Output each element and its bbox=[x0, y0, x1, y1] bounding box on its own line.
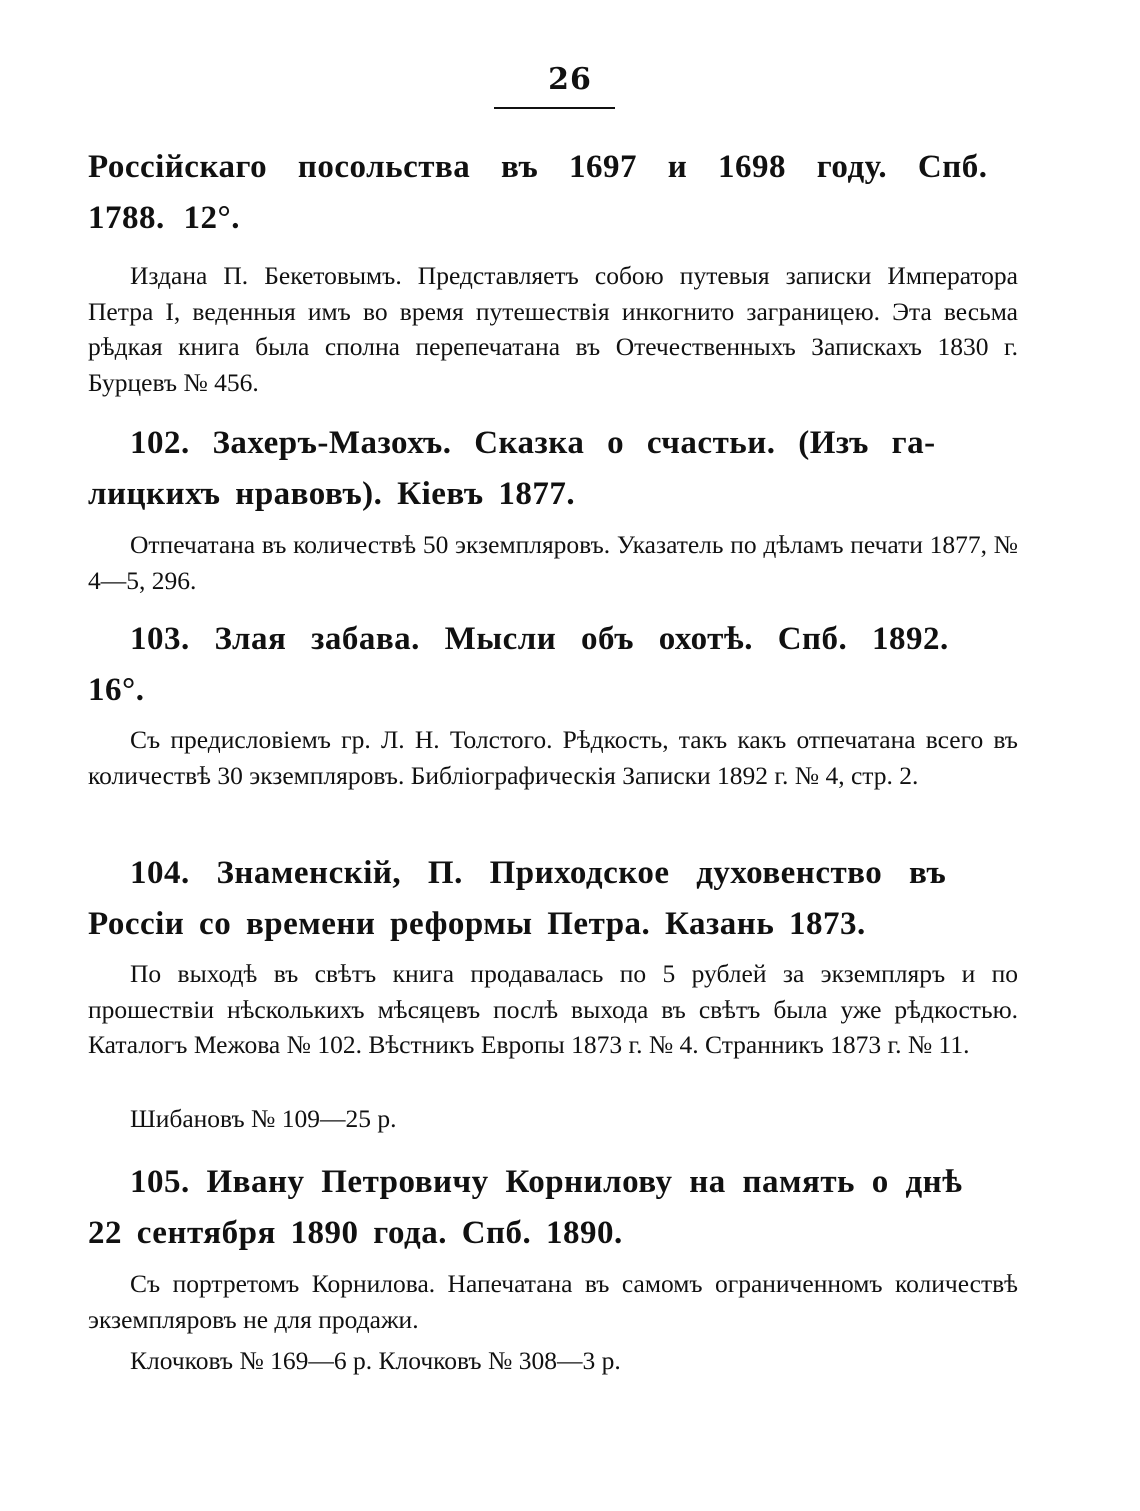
entry-title-line: лицкихъ нравовъ). Кіевъ 1877. bbox=[88, 476, 576, 512]
page-number: 26 bbox=[548, 62, 592, 97]
entry-note: Съ предисловіемъ гр. Л. Н. Толстого. Рѣдкость, такъ какъ отпечатана всего въ количествѣ 30 экземпляровъ. Библіографическія Записки 1892 г. № 4, стр. 2. bbox=[88, 725, 1018, 790]
entry-title bbox=[88, 142, 1018, 244]
entry-title-line: 16°. bbox=[88, 672, 145, 708]
entry-extra: Шибановъ № 109—25 р. bbox=[130, 1104, 397, 1133]
entry-title-line: 22 сентября 1890 года. Спб. 1890. bbox=[88, 1215, 623, 1251]
entry-title bbox=[88, 848, 1018, 950]
entry-note: Съ портретомъ Корнилова. Напечатана въ самомъ ограниченномъ количествѣ экземпляровъ не для продажи. bbox=[88, 1269, 1018, 1334]
entry-title-line: 105. Ивану Петровичу Корнилову на память о днѣ bbox=[130, 1164, 963, 1200]
entry-title-line: 103. Злая забава. Мысли объ охотѣ. Спб. 1892. bbox=[130, 621, 949, 657]
entry-title-line: 1788. 12°. bbox=[88, 200, 240, 236]
entry-extra: Клочковъ № 169—6 р. Клочковъ № 308—3 р. bbox=[130, 1346, 621, 1375]
entry-title bbox=[88, 614, 1018, 716]
entry-title-line: Россійскаго посольства въ 1697 и 1698 году. Спб. bbox=[88, 149, 988, 185]
entry-title-line: Россіи со времени реформы Петра. Казань 1873. bbox=[88, 906, 866, 942]
entry-note: Издана П. Бекетовымъ. Представляетъ собою путевыя записки Императора Петра I, веденныя имъ во время путешествія инкогнито заграницею. Эта весьма рѣдкая книга была сполна перепечатана въ Отечественныхъ Запискахъ 1830 г. Бурцевъ № 456. bbox=[88, 261, 1018, 397]
entry-title-line: 104. Знаменскій, П. Приходское духовенство въ bbox=[130, 855, 947, 891]
entry-note: Отпечатана въ количествѣ 50 экземпляровъ. Указатель по дѣламъ печати 1877, № 4—5, 296. bbox=[88, 530, 1018, 595]
entry-title bbox=[88, 1157, 1018, 1259]
entry-title bbox=[88, 418, 1018, 520]
entry-title-line: 102. Захеръ-Мазохъ. Сказка о счастьи. (Изъ га- bbox=[130, 425, 936, 461]
page-number-rule bbox=[494, 107, 615, 109]
entry-note: По выходѣ въ свѣтъ книга продавалась по 5 рублей за экземпляръ и по прошествіи нѣсколькихъ мѣсяцевъ послѣ выхода въ свѣтъ была уже рѣдкостью. Каталогъ Межова № 102. Вѣстникъ Европы 1873 г. № 4. Странникъ 1873 г. № 11. bbox=[88, 959, 1018, 1059]
